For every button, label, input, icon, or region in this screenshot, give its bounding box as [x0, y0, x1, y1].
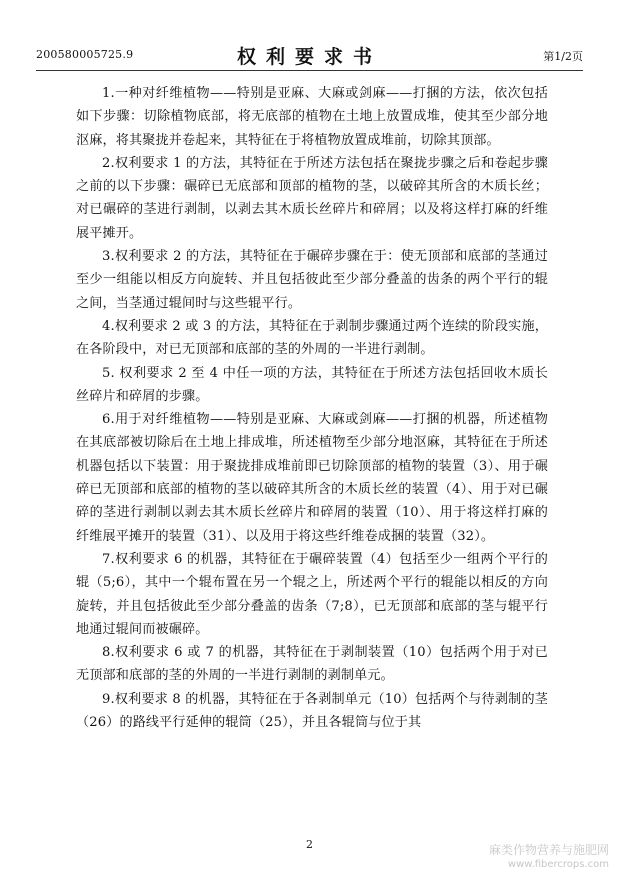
claim-2: 2.权利要求 1 的方法，其特征在于所述方法包括在聚拢步骤之后和卷起步骤之前的以下步骤：碾碎已无底部和顶部的植物的茎，以破碎其所含的木质长丝；对已碾碎的茎进行剥制，以剥去其木质长丝碎片和碎屑；以及将这样打麻的纤维展平摊开。 [76, 155, 548, 241]
claim-1: 1.一种对纤维植物——特别是亚麻、大麻或剑麻——打捆的方法，依次包括如下步骤：切除植物底部，将无底部的植物在土地上放置成堆，使其至少部分地沤麻，将其聚拢并卷起来，其特征在于将植物放置成堆前，切除其顶部。 [76, 86, 548, 148]
claim-7: 7.权利要求 6 的机器，其特征在于碾碎装置（4）包括至少一组两个平行的辊（5;6），其中一个辊布置在另一个辊之上，所述两个平行的辊能以相反的方向旋转，并且包括彼此至少部分叠盖的齿条（7;8），已无顶部和底部的茎与辊平行地通过辊间而被碾碎。 [76, 551, 548, 637]
claim-4: 4.权利要求 2 或 3 的方法，其特征在于剥制步骤通过两个连续的阶段实施，在各阶段中，对已无顶部和底部的茎的外周的一半进行剥制。 [76, 318, 548, 358]
page-indicator: 第1/2页 [543, 50, 583, 63]
application-number: 200580005725.9 [36, 48, 134, 61]
claim-5: 5. 权利要求 2 至 4 中任一项的方法，其特征在于所述方法包括回收木质长丝碎片和碎屑的步骤。 [76, 365, 548, 404]
header-divider [36, 70, 583, 71]
claims-body [76, 82, 548, 734]
claim-6: 6.用于对纤维植物——特别是亚麻、大麻或剑麻——打捆的机器，所述植物在其底部被切除后在土地上排成堆，所述植物至少部分地沤麻，其特征在于所述机器包括以下装置：用于聚拢排成堆前即已切除顶部的植物的装置（3）、用于碾碎已无顶部和底部的植物的茎以破碎其所含的木质长丝的装置（4）、用于对已碾碎的茎进行剥制以剥去其木质长丝碎片和碎屑的装置（10）、用于将这样打麻的纤维展平摊开的装置（31）、以及用于将这些纤维卷成捆的装置（32）。 [76, 412, 548, 544]
page-number: 2 [306, 838, 313, 851]
site-watermark [489, 843, 609, 871]
claim-3: 3.权利要求 2 的方法，其特征在于碾碎步骤在于：使无顶部和底部的茎通过至少一组能以相反方向旋转、并且包括彼此至少部分叠盖的齿条的两个平行的辊之间，当茎通过辊间时与这些辊平行。 [76, 249, 548, 311]
watermark-url: www.fibercrops.com [507, 859, 609, 870]
page-header [36, 42, 583, 66]
watermark-site-name: 麻类作物营养与施肥网 [488, 843, 609, 857]
claim-9: 9.权利要求 8 的机器，其特征在于各剥制单元（10）包括两个与待剥制的茎（26）的路线平行延伸的辊筒（25），并且各辊筒与位于其 [76, 691, 548, 731]
document-title: 权利要求书 [236, 46, 382, 68]
claim-8: 8.权利要求 6 或 7 的机器，其特征在于剥制装置（10）包括两个用于对已无顶部和底部的茎的外周的一半进行剥制的剥制单元。 [76, 645, 548, 684]
